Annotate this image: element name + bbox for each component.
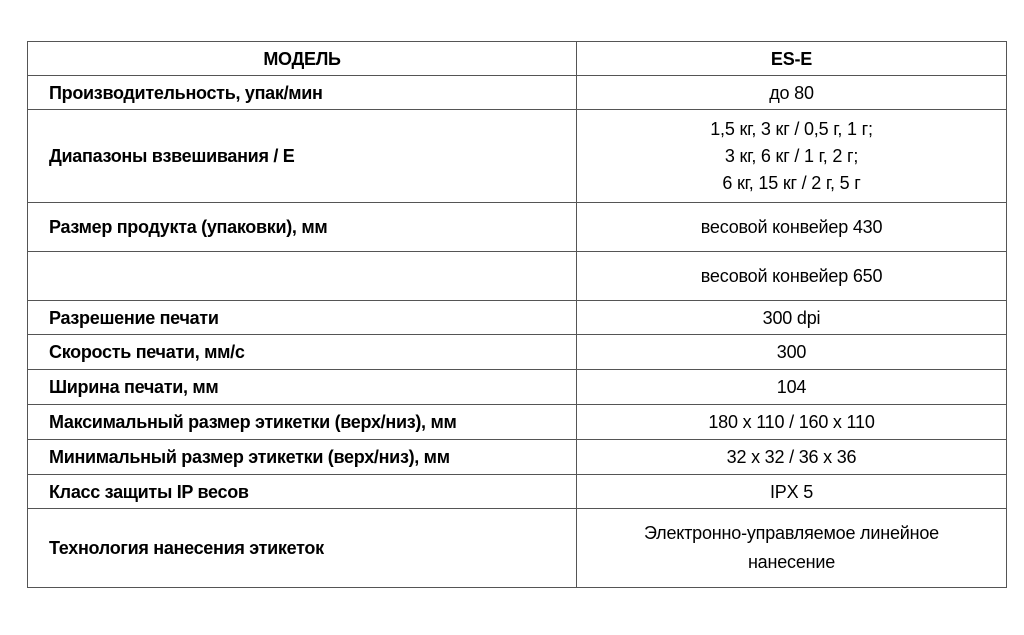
table-row (28, 475, 1007, 509)
row-label: Максимальный размер этикетки (верх/низ), мм (28, 405, 577, 440)
table-row (28, 405, 1007, 440)
spec-table (27, 41, 1007, 588)
row-label: Разрешение печати (28, 301, 577, 335)
header-param: МОДЕЛЬ (28, 42, 577, 76)
row-label: Производительность, упак/мин (28, 76, 577, 110)
table-row (28, 110, 1007, 203)
value-line: 3 кг, 6 кг / 1 г, 2 г; (724, 145, 859, 166)
row-value: до 80 (577, 76, 1007, 110)
row-value: весовой конвейер 650 (577, 252, 1007, 301)
table-row (28, 509, 1007, 588)
row-value: 300 dpi (577, 301, 1007, 335)
row-label: Скорость печати, мм/с (28, 335, 577, 370)
row-value: 32 x 32 / 36 x 36 (577, 440, 1007, 475)
value-line: Электронно-управляемое линейное (644, 523, 939, 543)
row-value (577, 509, 1007, 588)
row-label: Ширина печати, мм (28, 370, 577, 405)
value-line: нанесение (747, 552, 836, 572)
row-value: 300 (577, 335, 1007, 370)
table-row (28, 335, 1007, 370)
value-line: 1,5 кг, 3 кг / 0,5 г, 1 г; (710, 118, 873, 139)
table-row (28, 440, 1007, 475)
table-row (28, 301, 1007, 335)
row-label: Диапазоны взвешивания / Е (28, 110, 577, 203)
row-value: весовой конвейер 430 (577, 203, 1007, 252)
row-label (28, 252, 577, 301)
row-label: Размер продукта (упаковки), мм (28, 203, 577, 252)
row-label: Класс защиты IP весов (28, 475, 577, 509)
table-row (28, 370, 1007, 405)
value-line: 6 кг, 15 кг / 2 г, 5 г (722, 172, 861, 193)
row-value: 104 (577, 370, 1007, 405)
row-value: IPX 5 (577, 475, 1007, 509)
header-model: ES-E (577, 42, 1007, 76)
row-value (577, 110, 1007, 203)
row-label: Технология нанесения этикеток (28, 509, 577, 588)
table-row (28, 76, 1007, 110)
row-value: 180 x 110 / 160 x 110 (577, 405, 1007, 440)
row-label: Минимальный размер этикетки (верх/низ), мм (28, 440, 577, 475)
table-header-row (28, 42, 1007, 76)
table-row (28, 203, 1007, 252)
table-row (28, 252, 1007, 301)
